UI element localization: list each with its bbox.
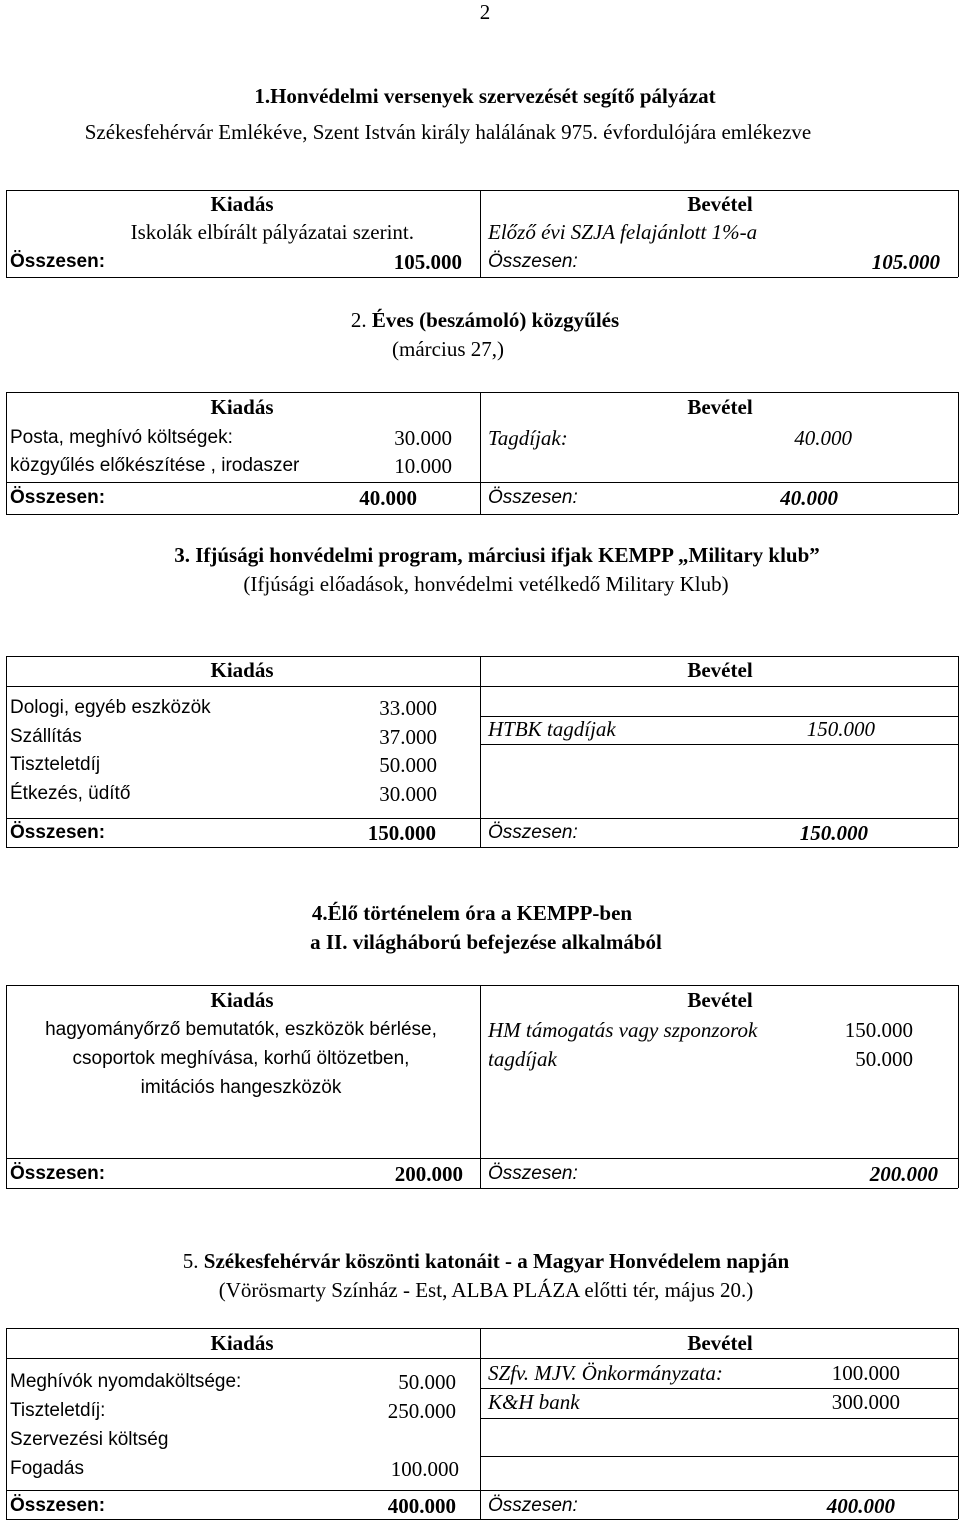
s1-bevetel-row: Előző évi SZJA felajánlott 1%-a xyxy=(488,220,758,244)
s5-kiadas-item-label: Meghívók nyomdaköltsége: xyxy=(10,1371,242,1392)
section-5-title-body: Székesfehérvár köszönti katonáit - a Magyar Honvédelem napján xyxy=(203,1249,790,1273)
s4-kiadas-header: Kiadás xyxy=(210,988,274,1012)
s1-kiadas-row: Iskolák elbírált pályázatai szerint. xyxy=(130,220,414,244)
section-3-title: 3. Ifjúsági honvédelmi program, márciusi ifjak KEMPP „Military klub” xyxy=(174,543,820,567)
section-1-title: 1.Honvédelmi versenyek szervezését segítő pályázat xyxy=(254,84,716,108)
s1-kiadas-total-label: Összesen: xyxy=(10,251,106,272)
s2-bevetel-total: 40.000 xyxy=(780,486,838,510)
s4-bevetel-item-label: tagdíjak xyxy=(488,1047,557,1071)
s3-kiadas-item-value: 30.000 xyxy=(379,782,437,806)
s2-kiadas-header: Kiadás xyxy=(210,395,274,419)
s3-bevetel-total: 150.000 xyxy=(799,821,868,845)
s5-bevetel-item-label: K&H bank xyxy=(488,1390,580,1414)
s5-kiadas-item-value: 50.000 xyxy=(398,1370,456,1394)
s1-bevetel-header: Bevétel xyxy=(687,192,753,216)
s1-kiadas-header: Kiadás xyxy=(210,192,274,216)
s3-bevetel-item-value: 150.000 xyxy=(806,717,875,741)
section-4-title-line1: 4.Élő történelem óra a KEMPP-ben xyxy=(311,901,633,925)
s5-kiadas-item-value: 100.000 xyxy=(390,1457,459,1481)
s2-kiadas-total-label: Összesen: xyxy=(10,487,106,508)
section-5-title: 5. Székesfehérvár köszönti katonáit - a Magyar Honvédelem napján xyxy=(182,1249,790,1273)
s5-kiadas-item-label: Tiszteletdíj: xyxy=(10,1400,106,1421)
section-2-title: 2. Éves (beszámoló) közgyűlés xyxy=(350,308,620,332)
section-5-subtitle: (Vörösmarty Színház - Est, ALBA PLÁZA előtti tér, május 20.) xyxy=(218,1278,754,1302)
s3-kiadas-item-value: 37.000 xyxy=(379,725,437,749)
section-1-subtitle: Székesfehérvár Emlékéve, Szent István király halálának 975. évfordulójára emlékezve xyxy=(84,120,812,144)
s4-bevetel-header: Bevétel xyxy=(687,988,753,1012)
s5-bevetel-header: Bevétel xyxy=(687,1331,753,1355)
s3-bevetel-header: Bevétel xyxy=(687,658,753,682)
s3-kiadas-total-label: Összesen: xyxy=(10,822,106,843)
s4-kiadas-line: hagyományőrző bemutatók, eszközök bérlése, xyxy=(45,1019,437,1040)
section-2-title-body: Éves (beszámoló) közgyűlés xyxy=(371,308,620,332)
s2-kiadas-item-label: Posta, meghívó költségek: xyxy=(10,427,233,448)
s3-kiadas-item-label: Étkezés, üdítő xyxy=(10,783,131,804)
s5-kiadas-item-label: Fogadás xyxy=(10,1458,84,1479)
s4-bevetel-total-label: Összesen: xyxy=(488,1163,578,1184)
s2-bevetel-item-value: 40.000 xyxy=(794,426,852,450)
s4-bevetel-item-value: 50.000 xyxy=(855,1047,913,1071)
s3-kiadas-item-label: Tiszteletdíj xyxy=(10,754,101,775)
s2-kiadas-total: 40.000 xyxy=(359,486,417,510)
s5-bevetel-total-label: Összesen: xyxy=(488,1495,578,1516)
s4-bevetel-item-label: HM támogatás vagy szponzorok xyxy=(488,1018,758,1042)
s5-bevetel-item-label: SZfv. MJV. Önkormányzata: xyxy=(488,1361,723,1385)
s2-kiadas-item-label: közgyűlés előkészítése , irodaszer xyxy=(10,455,300,476)
s3-kiadas-item-label: Szállítás xyxy=(10,726,82,747)
section-4-title-line2: a II. világháború befejezése alkalmából xyxy=(310,930,662,954)
s3-kiadas-item-value: 50.000 xyxy=(379,753,437,777)
s1-bevetel-total-label: Összesen: xyxy=(488,251,578,272)
s5-kiadas-header: Kiadás xyxy=(210,1331,274,1355)
s5-bevetel-item-value: 100.000 xyxy=(831,1361,900,1385)
s3-kiadas-total: 150.000 xyxy=(367,821,436,845)
s5-bevetel-item-value: 300.000 xyxy=(831,1390,900,1414)
s2-kiadas-item-value: 30.000 xyxy=(394,426,452,450)
s5-kiadas-total-label: Összesen: xyxy=(10,1495,106,1516)
s4-kiadas-line: csoportok meghívása, korhű öltözetben, xyxy=(72,1048,410,1069)
s3-kiadas-item-label: Dologi, egyéb eszközök xyxy=(10,697,211,718)
s2-bevetel-header: Bevétel xyxy=(687,395,753,419)
s3-kiadas-item-value: 33.000 xyxy=(379,696,437,720)
s3-bevetel-total-label: Összesen: xyxy=(488,822,578,843)
section-3-subtitle: (Ifjúsági előadások, honvédelmi vetélkedő Military Klub) xyxy=(243,572,729,596)
s4-bevetel-total: 200.000 xyxy=(869,1162,938,1186)
s2-bevetel-item-label: Tagdíjak: xyxy=(488,426,568,450)
s4-kiadas-total: 200.000 xyxy=(394,1162,463,1186)
s4-kiadas-line: imitációs hangeszközök xyxy=(140,1077,342,1098)
s4-bevetel-item-value: 150.000 xyxy=(844,1018,913,1042)
s5-kiadas-item-value: 250.000 xyxy=(387,1399,456,1423)
page-number: 2 xyxy=(479,0,491,24)
s3-kiadas-header: Kiadás xyxy=(210,658,274,682)
s1-bevetel-total: 105.000 xyxy=(871,250,940,274)
s3-bevetel-item-label: HTBK tagdíjak xyxy=(488,717,616,741)
s2-bevetel-total-label: Összesen: xyxy=(488,487,578,508)
s4-kiadas-total-label: Összesen: xyxy=(10,1163,106,1184)
section-2-subtitle: (március 27,) xyxy=(392,337,504,361)
s2-kiadas-item-value: 10.000 xyxy=(394,454,452,478)
s1-kiadas-total: 105.000 xyxy=(393,250,462,274)
s5-kiadas-total: 400.000 xyxy=(387,1494,456,1518)
s5-kiadas-item-label: Szervezési költség xyxy=(10,1429,169,1450)
s5-bevetel-total: 400.000 xyxy=(826,1494,895,1518)
